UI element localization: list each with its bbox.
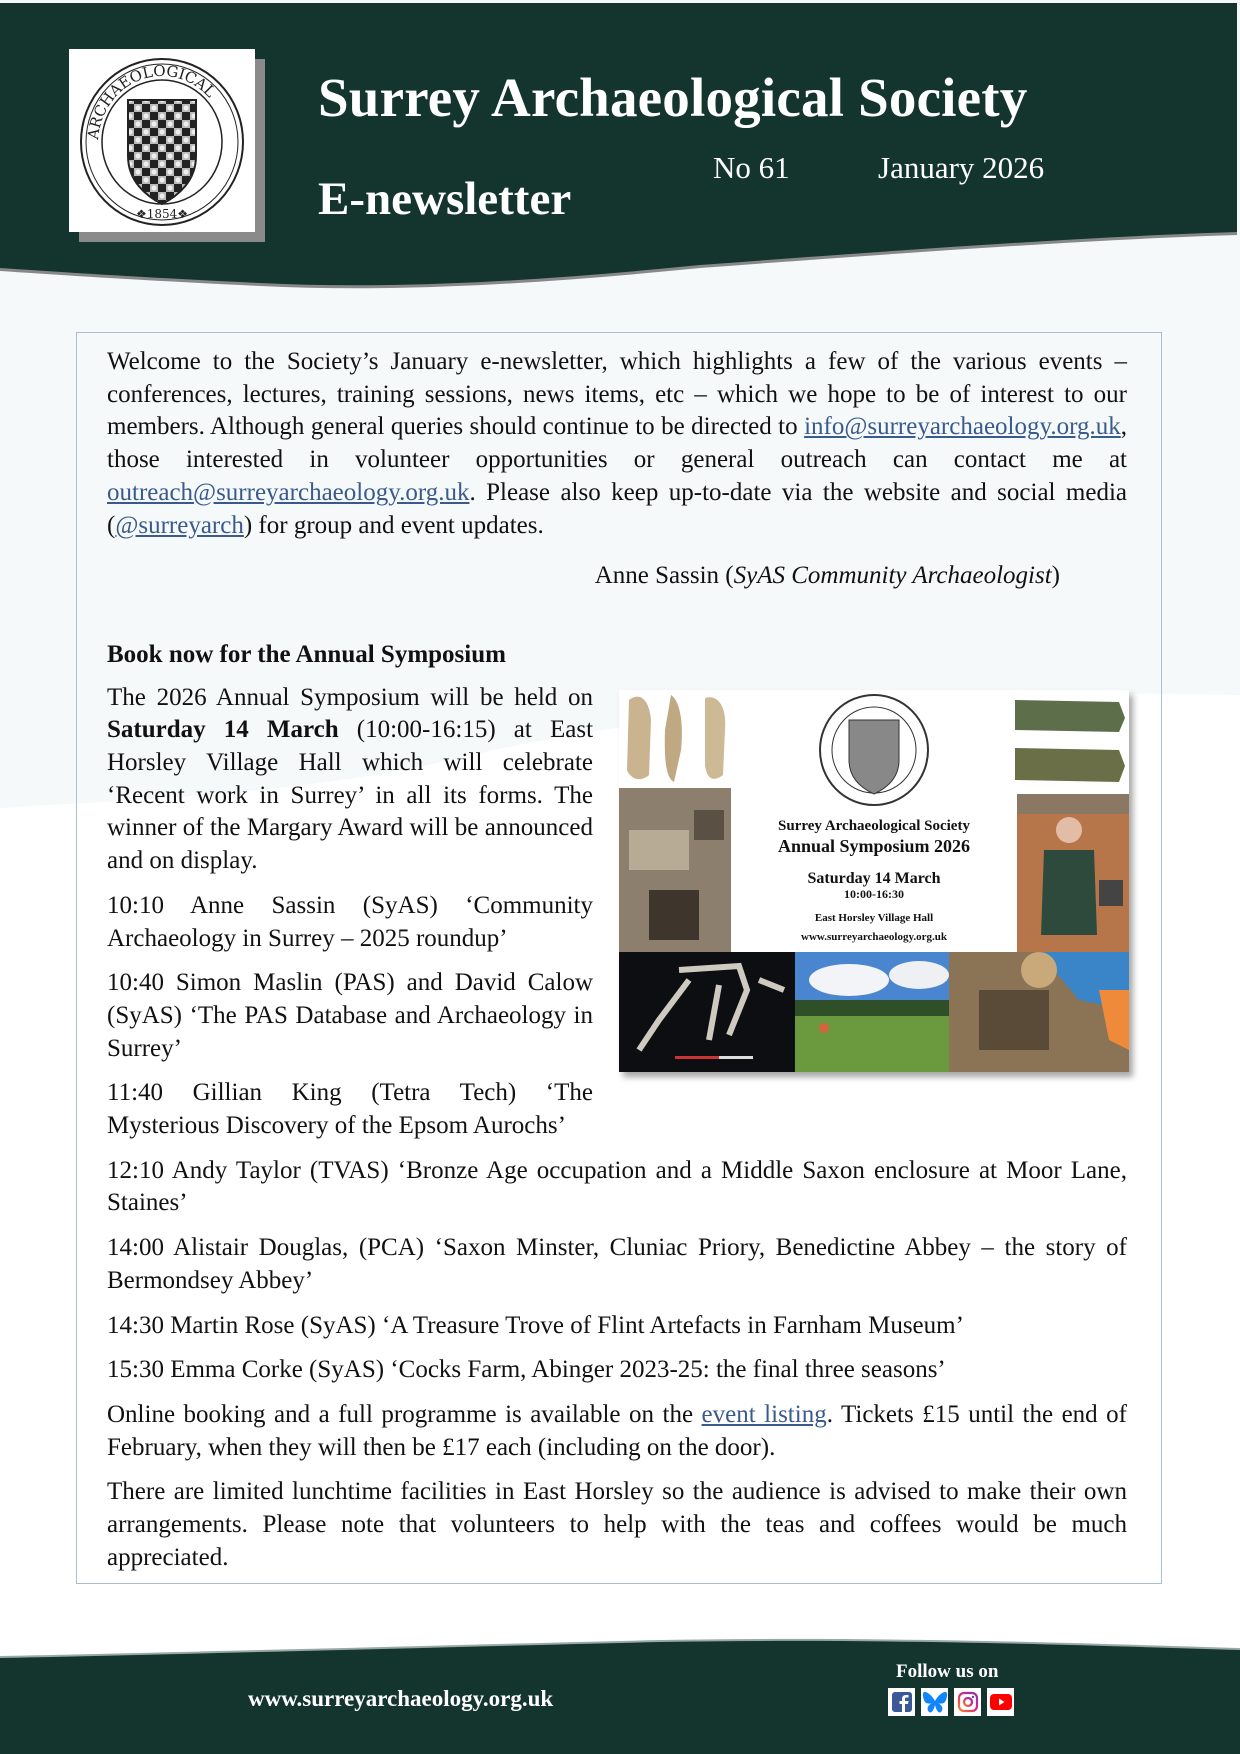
poster-line1: Surrey Archaeological Society [778, 817, 970, 834]
symposium-date: Saturday 14 March [107, 716, 339, 744]
poster-line3: Saturday 14 March [807, 869, 941, 887]
instagram-link[interactable] [954, 1688, 981, 1716]
facebook-link[interactable] [888, 1688, 915, 1716]
programme-item: 10:10 Anne Sassin (SyAS) ‘Community Archaeology in Surrey – 2025 roundup’ [107, 891, 593, 952]
symposium-poster [619, 690, 1129, 1072]
symposium-intro: The 2026 Annual Symposium will be held on Saturday 14 March (10:00-16:15) at East Horsley Village Hall which will celebrate ‘Recent work in Surrey’ in all its forms. The winner of the Margary Award will be announced and on display. [107, 683, 594, 875]
programme-item: 14:30 Martin Rose (SyAS) ‘A Treasure Trove of Flint Artefacts in Farnham Museum’ [107, 1311, 964, 1339]
poster-line6: www.surreyarchaeology.org.uk [801, 930, 947, 943]
footer-website-link[interactable]: www.surreyarchaeology.org.uk [248, 1686, 554, 1711]
instagram-icon [957, 1691, 979, 1713]
svg-text:❖1854❖: ❖1854❖ [135, 206, 189, 221]
youtube-link[interactable] [987, 1688, 1014, 1716]
outreach-email-link[interactable]: outreach@surreyarchaeology.org.uk [107, 478, 470, 506]
excavation-site-photo [619, 788, 731, 952]
info-email-link[interactable]: info@surreyarchaeology.org.uk [804, 413, 1121, 441]
facebook-icon [891, 1691, 913, 1713]
programme-item: 12:10 Andy Taylor (TVAS) ‘Bronze Age occupation and a Middle Saxon enclosure at Moor Lane, Staines’ [107, 1156, 1127, 1217]
footer-banner [0, 1620, 1240, 1754]
follow-us-label: Follow us on [896, 1661, 999, 1682]
youtube-icon [989, 1692, 1013, 1712]
issue-number: No 61 [713, 150, 790, 185]
programme-item: 11:40 Gillian King (Tetra Tech) ‘The Mysterious Discovery of the Epsom Aurochs’ [107, 1079, 593, 1140]
poster-line5: East Horsley Village Hall [814, 911, 934, 924]
signature: Anne Sassin (SyAS Community Archaeologist) [594, 562, 1060, 590]
programme-item: 10:40 Simon Maslin (PAS) and David Calow (SyAS) ‘The PAS Database and Archaeology in Surrey’ [107, 969, 593, 1062]
newsletter-subtitle: E-newsletter [318, 173, 572, 225]
society-seal-icon [78, 56, 246, 226]
aurochs-skeleton-photo [619, 952, 795, 1072]
social-links [888, 1688, 1014, 1716]
child-digging-photo [949, 952, 1129, 1072]
poster-collage [619, 690, 1129, 1072]
poster-line2: Annual Symposium 2026 [777, 835, 971, 856]
svg-text:ARCHAEOLOGICAL: ARCHAEOLOGICAL [84, 61, 220, 140]
lunch-note: There are limited lunchtime facilities in East Horsley so the audience is advised to make their own arrangements. Please note that volunteers to help with the teas and coffees would be much appreciated. [107, 1478, 1127, 1571]
programme-item: 15:30 Emma Corke (SyAS) ‘Cocks Farm, Abinger 2023-25: the final three seasons’ [107, 1356, 946, 1384]
issue-date: January 2026 [878, 150, 1045, 185]
section-heading: Book now for the Annual Symposium [107, 640, 506, 668]
poster-line4: 10:00-16:30 [844, 886, 904, 901]
society-logo [69, 49, 255, 232]
society-title: Surrey Archaeological Society [318, 67, 1028, 128]
bluesky-link[interactable] [921, 1688, 948, 1716]
newsletter-body [107, 346, 1127, 1587]
social-handle-link[interactable]: @surreyarch [115, 511, 244, 539]
flint-artefacts-photo [627, 695, 725, 782]
bluesky-icon [922, 1689, 948, 1715]
booking-info: Online booking and a full programme is available on the event listing. Tickets £15 until the end of February, when they will then be £17 each (including on the door). [107, 1400, 1127, 1461]
event-listing-link[interactable]: event listing [701, 1400, 827, 1428]
signature-role: SyAS Community Archaeologist [733, 562, 1052, 590]
logo-frame [69, 49, 255, 232]
field-excavation-photo [795, 952, 949, 1072]
intro-paragraph: Welcome to the Society’s January e-newsletter, which highlights a few of the various events – conferences, lectures, training sessions, news items, etc – which we hope to be of interest to our members. Although general queries should continue to be directed to info@surreyarchaeology.org.uk, those interested in volunteer opportunities or general outreach can contact me at outreach@surreyarchaeology.org.uk. Please also keep up-to-date via the website and social media (@surreyarch) for group and event updates. [107, 348, 1127, 539]
volunteer-photo [1017, 794, 1129, 952]
programme-item: 14:00 Alistair Douglas, (PCA) ‘Saxon Minster, Cluniac Priory, Benedictine Abbey – the story of Bermondsey Abbey’ [107, 1234, 1127, 1294]
